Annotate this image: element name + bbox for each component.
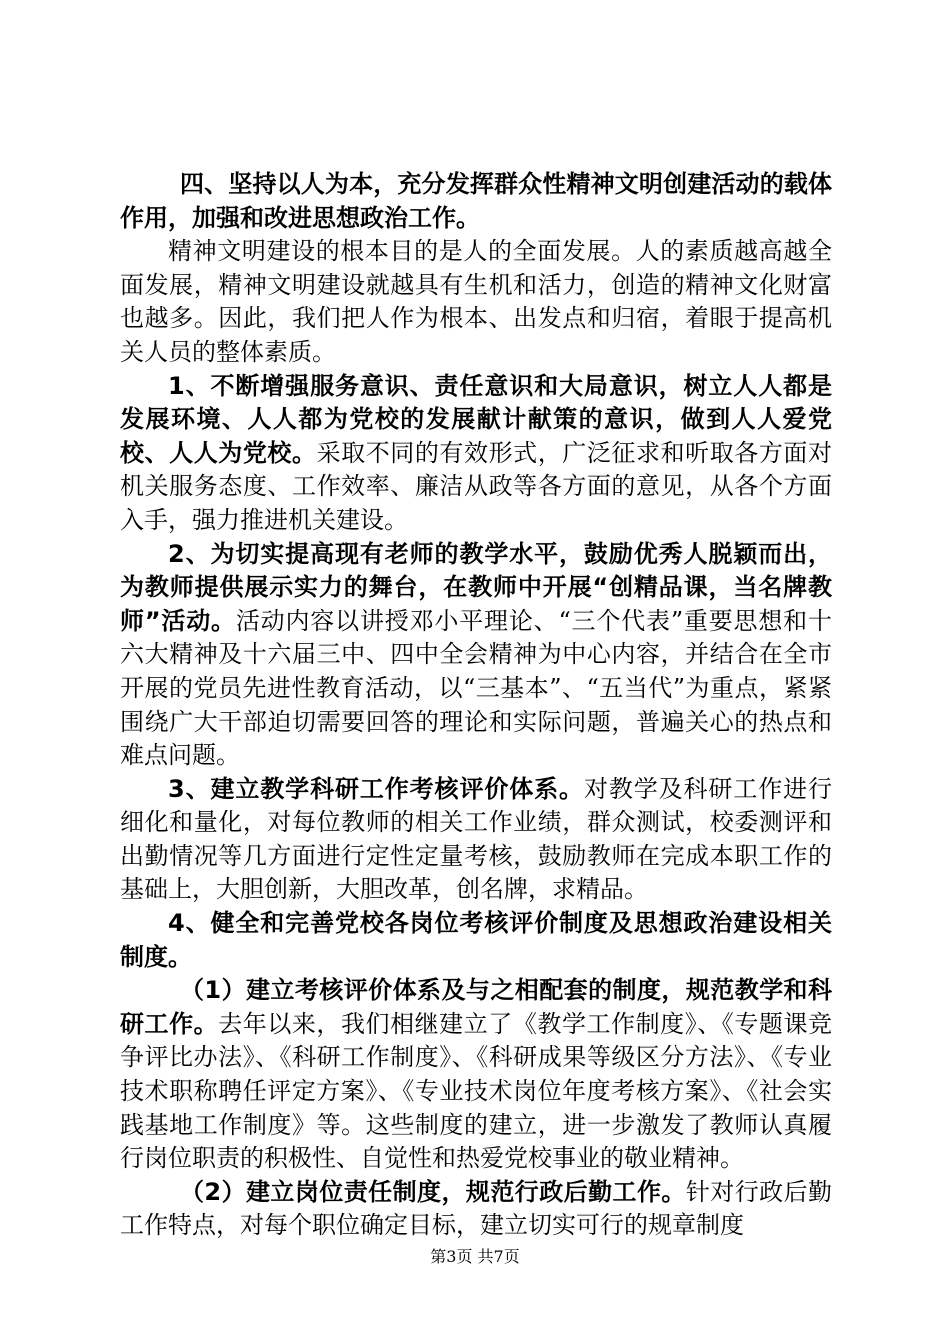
paragraph-item-4 — [120, 907, 832, 974]
item-4-bold: 4、健全和完善党校各岗位考核评价制度及思想政治建设相关制度。 — [120, 909, 832, 971]
item-2-text: 活动内容以讲授邓小平理论、“三个代表”重要思想和十六大精神及十六届三中、四中全会精神为中心内容，并结合在全市开展的党员先进性教育活动，以“三基本”、“五当代”为重点，紧紧围绕广大干部迫切需要回答的理论和实际问题，普遍关心的热点和难点问题。 — [120, 606, 832, 770]
item-4-1-bold: （1）建立考核评价体系及与之相配套的制度，规范教学和科研工作。 — [120, 976, 832, 1038]
item-1-bold: 1、不断增强服务意识、责任意识和大局意识，树立人人都是发展环境、人人都为党校的发展献计献策的意识，做到人人爱党校、人人为党校。 — [120, 371, 832, 467]
heading-text: 四、坚持以人为本，充分发挥群众性精神文明创建活动的载体作用，加强和改进思想政治工作。 — [120, 170, 832, 232]
paragraph-intro-text: 精神文明建设的根本目的是人的全面发展。人的素质越高越全面发展，精神文明建设就越具有生机和活力，创造的精神文化财富也越多。因此，我们把人作为根本、出发点和归宿，着眼于提高机关人员的整体素质。 — [120, 237, 832, 366]
item-4-2-text: 针对行政后勤工作特点，对每个职位确定目标，建立切实可行的规章制度 — [120, 1177, 833, 1240]
paragraph-item-1 — [120, 370, 832, 538]
paragraph-item-2 — [120, 538, 832, 773]
paragraph-item-3 — [120, 773, 832, 907]
item-4-1-text: 去年以来，我们相继建立了《教学工作制度》、《专题课竞争评比办法》、《科研工作制度》、《科研成果等级区分方法》、《专业技术职称聘任评定方案》、《专业技术岗位年度考核方案》、《社会实践基地工作制度》等。这些制度的建立，进一步激发了教师认真履行岗位职责的积极性、自觉性和热爱党校事业的敬业精神。 — [120, 1009, 833, 1173]
page-number-label: 第3页 共7页 — [430, 1247, 520, 1266]
item-3-bold: 3、建立教学科研工作考核评价体系。 — [168, 774, 584, 803]
item-3-text: 对教学及科研工作进行细化和量化，对每位教师的相关工作业绩，群众测试，校委测评和出勤情况等几方面进行定性定量考核，鼓励教师在完成本职工作的基础上，大胆创新，大胆改革，创名牌，求精品。 — [120, 774, 833, 904]
document-body — [120, 168, 832, 1243]
paragraph-intro — [120, 235, 832, 369]
item-2-bold: 2、为切实提高现有老师的教学水平，鼓励优秀人脱颖而出，为教师提供展示实力的舞台，在教师中开展“创精品课，当名牌教师”活动。 — [120, 539, 832, 635]
page-footer — [0, 1244, 950, 1267]
paragraph-item-4-1 — [120, 974, 832, 1176]
section-heading — [120, 168, 832, 235]
paragraph-item-4-2 — [120, 1176, 832, 1243]
item-4-2-bold: （2）建立岗位责任制度，规范行政后勤工作。 — [180, 1177, 686, 1206]
item-1-text: 采取不同的有效形式，广泛征求和听取各方面对机关服务态度、工作效率、廉洁从政等各方面的意见，从各个方面入手，强力推进机关建设。 — [120, 438, 833, 534]
